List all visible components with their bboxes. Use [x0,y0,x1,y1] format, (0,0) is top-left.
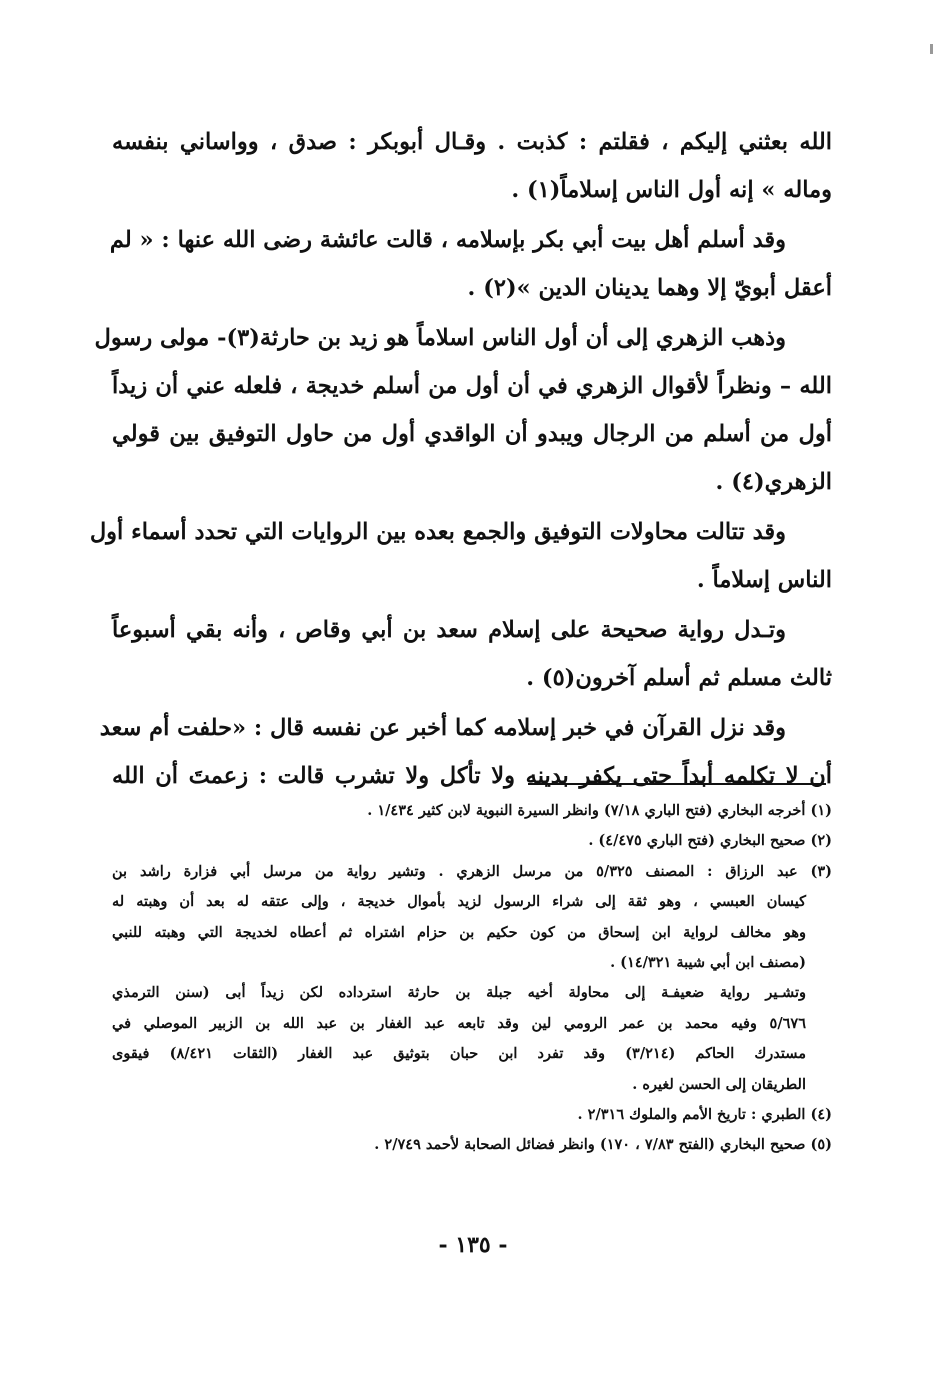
footnote-line: (٥) صحيح البخاري (الفتح ٧/٨٣ ، ١٧٠) وانظر فضائل الصحابة لأحمد ٢/٧٤٩ . [374,1136,832,1154]
footnote-line: كيسان العبسي ، وهو ثقة إلى شراء الرسول لزيد بأموال خديجة ، وإلى عتقه له بعد أن وهبته له [112,893,806,911]
text-line: وتـدل رواية صحيحة على إسلام سعد بن أبي وقاص ، وأنه بقي أسبوعاً [112,617,786,643]
text-line: وقد أسلم أهل بيت أبي بكر بإسلامه ، قالت عائشة رضى الله عنها : « لم [109,227,786,253]
text-line: وذهب الزهري إلى أن أول الناس اسلاماً هو زيد بن حارثة(٣)- مولى رسول [94,325,786,351]
footnote-line: الطريقان إلى الحسن لغيره . [632,1075,806,1093]
footnote-line: ٥/٦٧٦ وفيه محمد بن عمر الرومي لين وقد تابعه عبد الغفار بن عبد الله بن الزبير الموصلي في [112,1014,806,1032]
text-line: وقد تتالت محاولات التوفيق والجمع بعده بين الروايات التي تحدد أسماء أول [89,519,786,545]
text-line: الزهري(٤) . [715,469,832,495]
footnote-line: وتشـير رواية ضعيفـة إلى محاولة أخيه جبلة بن حارثة استرداده لكن زيداً أبى (سنن الترمذي [112,984,806,1002]
text-line: أن لا تكلمه أبداً حتى يكفر بدينه ولا تأكل ولا تشرب قالت : زعمتَ أن الله [112,763,832,789]
footnote-line: (مصنف ابن أبي شيبة ١٤/٣٢١) . [610,953,806,971]
footnote-line: (١) أخرجه البخاري (فتح الباري ٧/١٨) وانظر السيرة النبوية لابن كثير ١/٤٣٤ . [367,802,832,819]
text-line: أول من أسلم من الرجال ويبدو أن الواقدي أول من حاول التوفيق بين قولي [112,421,832,447]
footnote-separator [528,783,826,785]
scan-edge-mark [930,44,933,54]
footnote-line: وهو مخالف لرواية ابن إسحاق من كون حكيم بن حزام اشتراه ثم أعطاه لخديجة التي وهبته للنبي [112,923,806,941]
page-number: - ١٣٥ - [438,1232,508,1258]
text-line: الله – ونظراً لأقوال الزهري في أن أول من أسلم خديجة ، فلعله عني أن زيداً [112,373,832,399]
text-line: وقد نزل القرآن في خبر إسلامه كما أخبر عن نفسه قال : «حلفت أم سعد [99,715,786,741]
footnote-line: مستدرك الحاكم (٣/٢١٤) وقد تفرد ابن حبان بتوثيق عبد الغفار (الثقات ٨/٤٢١) فيقوى [112,1045,806,1063]
main-text [89,118,832,800]
footnote-line: (٢) صحيح البخاري (فتح الباري ٤/٤٧٥) . [588,832,832,850]
text-line: الناس إسلاماً . [696,567,832,593]
text-line: ثالث مسلم ثم أسلم آخرون(٥) . [526,665,832,691]
text-line: أعقل أبويّ إلا وهما يدينان الدين »(٢) . [467,275,832,301]
text-line: وماله » إنه أول الناس إسلاماً(١) . [511,177,832,203]
footnote-line: (٤) الطبري : تاريخ الأمم والملوك ٢/٣١٦ . [577,1105,832,1123]
footnotes [112,796,832,1161]
text-line: الله بعثني إليكم ، فقلتم : كذبت . وقـال أبوبكر : صدق ، وواساني بنفسه [112,129,832,155]
footnote-line: (٣) عبد الرزاق : المصنف ٥/٣٢٥ من مرسل الزهري . وتشير رواية من مرسل أبي فزارة راشد بن [112,862,832,880]
